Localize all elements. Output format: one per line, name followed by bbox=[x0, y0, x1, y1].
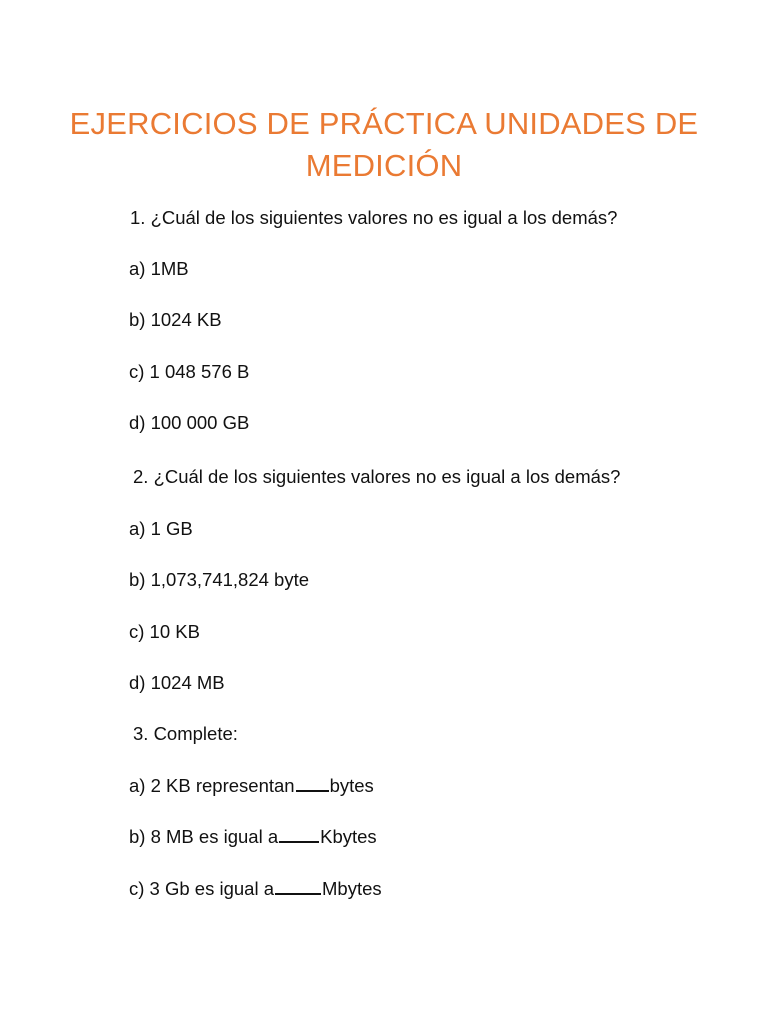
fill-in-item-b bbox=[129, 825, 377, 849]
question-3-prompt: 3. Complete: bbox=[133, 723, 238, 744]
question-2-option-a: a) 1 GB bbox=[129, 518, 193, 539]
page-title: EJERCICIOS DE PRÁCTICA UNIDADES DE MEDICIÓN bbox=[69, 106, 699, 183]
answer-blank-c[interactable] bbox=[275, 877, 321, 895]
question-1-prompt: 1. ¿Cuál de los siguientes valores no es igual a los demás? bbox=[130, 207, 618, 228]
answer-blank-b[interactable] bbox=[279, 825, 319, 843]
fill-in-a-before: a) 2 KB representan bbox=[129, 775, 295, 796]
question-1-option-a: a) 1MB bbox=[129, 258, 189, 279]
fill-in-item-a bbox=[129, 774, 374, 798]
question-2-option-b: b) 1,073,741,824 byte bbox=[129, 569, 310, 590]
question-1-option-d: d) 100 000 GB bbox=[129, 412, 250, 433]
question-2-prompt: 2. ¿Cuál de los siguientes valores no es igual a los demás? bbox=[133, 466, 621, 487]
question-2-option-d: d) 1024 MB bbox=[129, 672, 225, 693]
fill-in-item-c bbox=[129, 877, 382, 901]
fill-in-b-after: Kbytes bbox=[320, 826, 377, 847]
fill-in-c-before: c) 3 Gb es igual a bbox=[129, 878, 274, 899]
question-1-option-c: c) 1 048 576 B bbox=[129, 361, 250, 382]
fill-in-b-before: b) 8 MB es igual a bbox=[129, 826, 279, 847]
fill-in-c-after: Mbytes bbox=[322, 878, 382, 899]
question-2-option-c: c) 10 KB bbox=[129, 621, 200, 642]
question-1-option-b: b) 1024 KB bbox=[129, 309, 222, 330]
answer-blank-a[interactable] bbox=[296, 774, 329, 792]
fill-in-a-after: bytes bbox=[329, 775, 374, 796]
